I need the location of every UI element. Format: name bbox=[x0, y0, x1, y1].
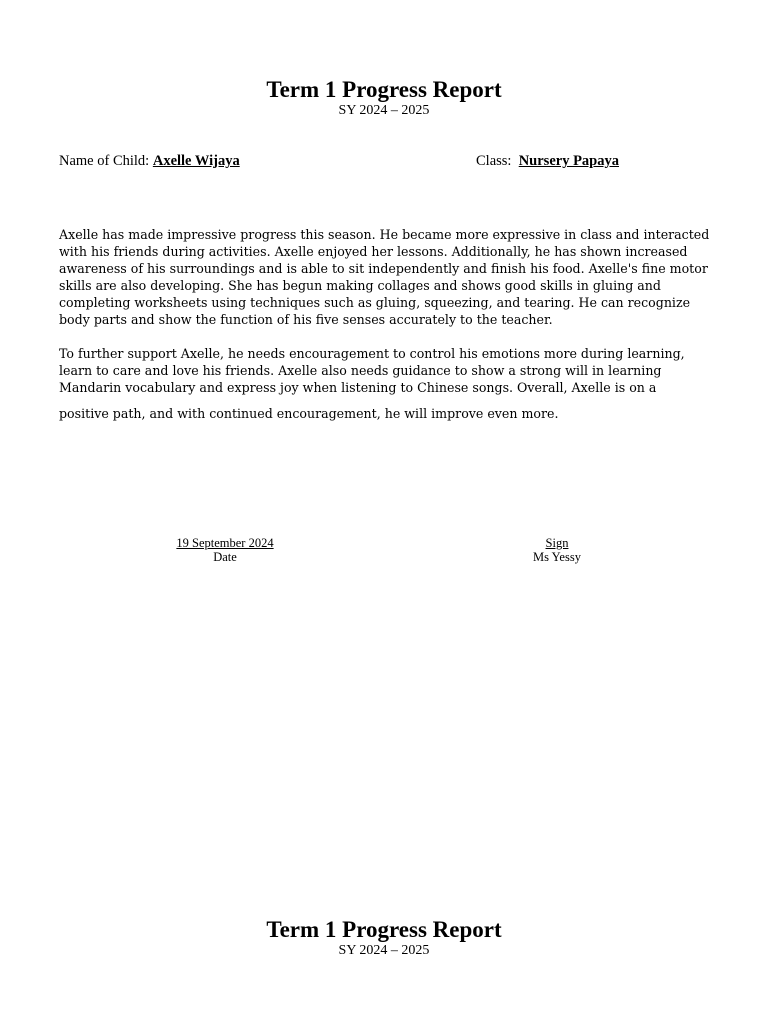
date-caption: Date bbox=[213, 550, 237, 564]
next-page-school-year: SY 2024 – 2025 bbox=[338, 943, 430, 958]
school-year: SY 2024 – 2025 bbox=[338, 103, 430, 118]
teacher-signature-block bbox=[507, 536, 607, 564]
child-name-label: Name of Child: bbox=[59, 153, 153, 169]
child-name-field bbox=[59, 152, 240, 170]
class-value: Nursery Papaya bbox=[518, 153, 619, 169]
progress-paragraph-2-text: To further support Axelle, he needs encouragement to control his emotions more during learning, learn to care and love his friends. Axelle also needs guidance to show a strong will in learning Mandarin vocabulary and express joy when listening to Chinese songs. Overall, Axelle is on a bbox=[59, 346, 685, 395]
signature-line: Sign bbox=[545, 536, 569, 550]
class-field bbox=[476, 152, 619, 170]
child-name-value: Axelle Wijaya bbox=[152, 153, 240, 169]
next-page-header bbox=[0, 916, 768, 959]
class-label: Class: bbox=[476, 153, 519, 169]
date-value: 19 September 2024 bbox=[176, 536, 274, 550]
next-page-title: Term 1 Progress Report bbox=[266, 917, 502, 942]
progress-paragraph-2-closing: positive path, and with continued encouragement, he will improve even more. bbox=[59, 406, 559, 421]
progress-paragraph-2 bbox=[59, 345, 719, 422]
teacher-name: Ms Yessy bbox=[533, 550, 581, 564]
date-block bbox=[160, 536, 290, 564]
report-header bbox=[0, 76, 768, 119]
report-title: Term 1 Progress Report bbox=[266, 77, 502, 102]
progress-paragraph-1: Axelle has made impressive progress this season. He became more expressive in class and interacted with his friends during activities. Axelle enjoyed her lessons. Additionally, he has shown increased awareness of his surroundings and is able to sit independently and finish his food. Axelle's fine motor skills are also developing. She has begun making collages and shows good skills in gluing and completing worksheets using techniques such as gluing, squeezing, and tearing. He can recognize body parts and show the function of his five senses accurately to the teacher. bbox=[59, 227, 710, 327]
